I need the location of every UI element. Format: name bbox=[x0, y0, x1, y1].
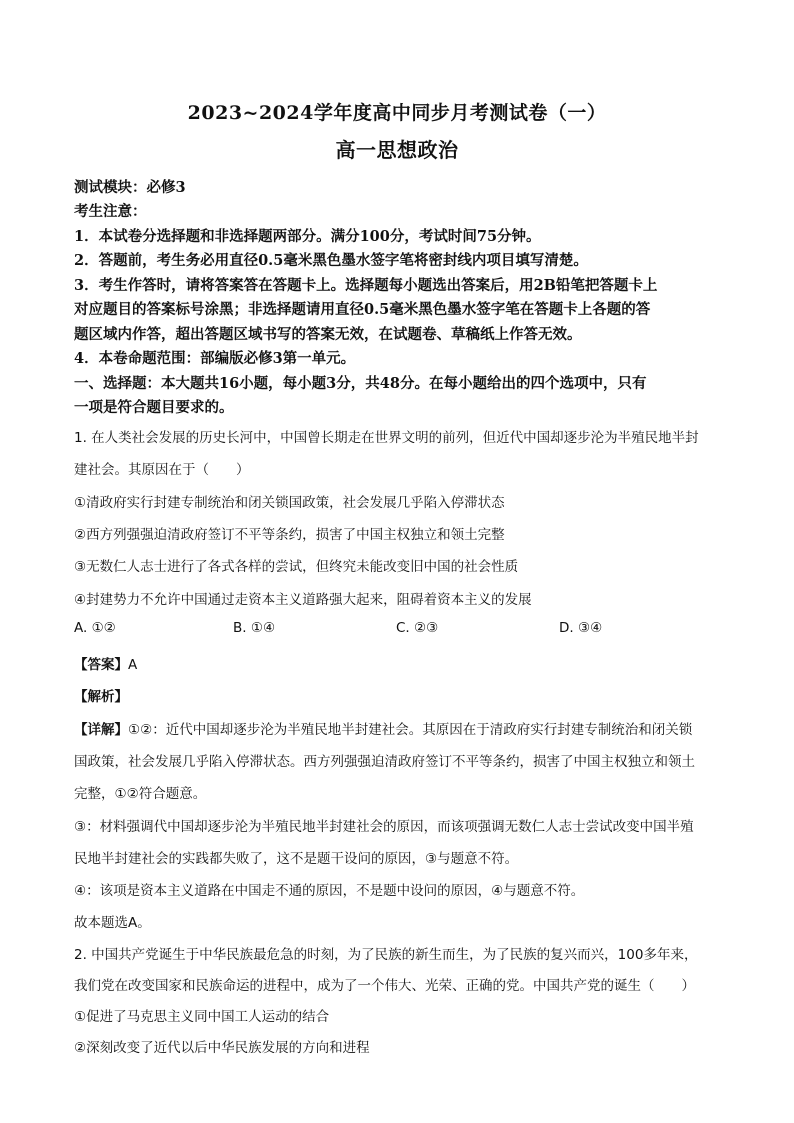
answer-tag: 【答案】 bbox=[74, 657, 128, 673]
q1-option-a: A. ①② bbox=[74, 620, 116, 636]
q1-detail-2: 国政策，社会发展几乎陷入停滞状态。西方列强强迫清政府签订不平等条约，损害了中国主权独立和领土 bbox=[74, 754, 695, 770]
q2-item-2: ②深刻改变了近代以后中华民族发展的方向和进程 bbox=[74, 1040, 370, 1056]
q1-detail-4: ③：材料强调代中国却逐步沦为半殖民地半封建社会的原因，而该项强调无数仁人志士尝试改变中国半殖 bbox=[74, 819, 694, 835]
notice-4: 4．本卷命题范围：部编版必修3第一单元。 bbox=[74, 350, 356, 367]
analysis-tag: 【解析】 bbox=[74, 689, 128, 705]
section-heading-cont: 一项是符合题目要求的。 bbox=[74, 399, 234, 416]
notice-label: 考生注意： bbox=[74, 203, 147, 220]
q1-answer bbox=[74, 653, 137, 673]
q1-stem-2: 建社会。其原因在于（ ） bbox=[74, 462, 250, 478]
q1-detail-6: ④：该项是资本主义道路在中国走不通的原因，不是题中设问的原因，④与题意不符。 bbox=[74, 883, 585, 899]
q2-stem-2: 我们党在改变国家和民族命运的进程中，成为了一个伟大、光荣、正确的党。中国共产党的诞生（ ） bbox=[74, 978, 695, 994]
q1-item-4: ④封建势力不允许中国通过走资本主义道路强大起来，阻碍着资本主义的发展 bbox=[74, 592, 532, 608]
q1-item-2: ②西方列强强迫清政府签订不平等条约，损害了中国主权独立和领土完整 bbox=[74, 527, 505, 543]
q1-item-3: ③无数仁人志士进行了各式各样的尝试，但终究未能改变旧中国的社会性质 bbox=[74, 559, 519, 575]
notice-1: 1．本试卷分选择题和非选择题两部分。满分100分，考试时间75分钟。 bbox=[74, 228, 541, 245]
q1-option-d: D. ③④ bbox=[559, 620, 603, 636]
q1-detail-3: 完整，①②符合题意。 bbox=[74, 786, 207, 802]
q1-item-1: ①清政府实行封建专制统治和闭关锁国政策，社会发展几乎陷入停滞状态 bbox=[74, 495, 505, 511]
answer-value: A bbox=[128, 657, 138, 673]
test-module: 测试模块：必修3 bbox=[74, 179, 186, 196]
q2-stem-1: 2. 中国共产党诞生于中华民族最危急的时刻，为了民族的新生而生，为了民族的复兴而兴，100多年来， bbox=[74, 947, 698, 963]
q1-option-b: B. ①④ bbox=[233, 620, 276, 636]
q1-stem-1: 1. 在人类社会发展的历史长河中，中国曾长期走在世界文明的前列，但近代中国却逐步沦为半殖民地半封 bbox=[74, 430, 699, 446]
notice-2: 2．答题前，考生务必用直径0.5毫米黑色墨水签字笔将密封线内项目填写清楚。 bbox=[74, 252, 588, 269]
q1-option-c: C. ②③ bbox=[396, 620, 439, 636]
q2-item-1: ①促进了马克思主义同中国工人运动的结合 bbox=[74, 1009, 330, 1025]
exam-subject: 高一思想政治 bbox=[335, 138, 459, 162]
q1-detail-1 bbox=[74, 718, 692, 738]
notice-3-cont-1: 对应题目的答案标号涂黑；非选择题请用直径0.5毫米黑色墨水签字笔在答题卡上各题的答 bbox=[74, 301, 651, 318]
detail-text: ①②：近代中国却逐步沦为半殖民地半封建社会。其原因在于清政府实行封建专制统治和闭关锁 bbox=[128, 722, 693, 738]
q1-detail-5: 民地半封建社会的实践都失败了，这不是题干设问的原因，③与题意不符。 bbox=[74, 851, 519, 867]
q1-analysis bbox=[74, 685, 128, 705]
notice-3: 3．考生作答时，请将答案答在答题卡上。选择题每小题选出答案后，用2B铅笔把答题卡上 bbox=[74, 277, 658, 294]
section-heading: 一、选择题：本大题共16小题，每小题3分，共48分。在每小题给出的四个选项中，只有 bbox=[74, 375, 647, 392]
exam-title: 2023~2024学年度高中同步月考测试卷（一） bbox=[187, 102, 607, 124]
q1-conclusion: 故本题选A。 bbox=[74, 915, 151, 931]
notice-3-cont-2: 题区域内作答，超出答题区域书写的答案无效，在试题卷、草稿纸上作答无效。 bbox=[74, 326, 582, 343]
detail-tag: 【详解】 bbox=[74, 722, 128, 738]
